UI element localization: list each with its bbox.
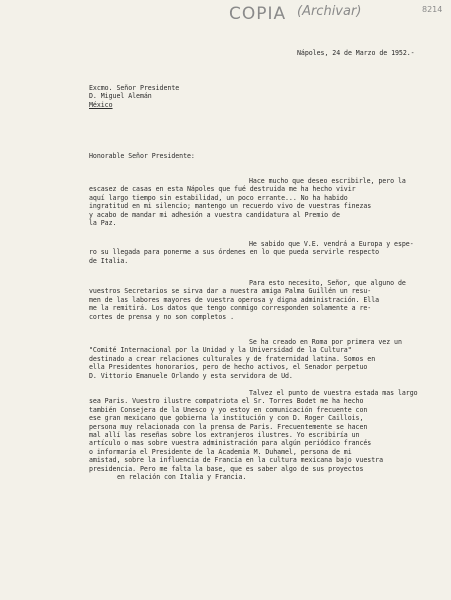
text-line: de Italia. xyxy=(89,256,129,265)
text-line: persona muy relacionada con la prensa de Paris. Frecuentemente se hacen xyxy=(89,422,368,431)
addressee-line: D. Miguel Alemán xyxy=(89,92,152,101)
text-line: ro su llegada para ponerme a sus órdenes en lo que pueda servirle respecto xyxy=(89,248,380,257)
text-line: mal allí las reseñas sobre los extranjeros ilustres. Yo escribiría un xyxy=(89,431,360,440)
paragraph-4 xyxy=(89,338,402,380)
text-line: la Paz. xyxy=(89,219,117,228)
paragraph-5 xyxy=(89,389,418,481)
text-line: vuestros Secretarios se sirva dar a nuestra amiga Palma Guillén un resu- xyxy=(89,287,372,296)
copia-annotation: COPIA xyxy=(229,4,287,24)
text-line: o informaría el Presidente de la Academia M. Duhamel, persona de mi xyxy=(89,447,352,456)
text-line: destinado a crear relaciones culturales y de fraternidad latina. Somos en xyxy=(89,354,376,363)
text-line: ella Presidentes honorarios, pero de hecho activos, el Senador perpetuo xyxy=(89,363,368,372)
archivar-annotation: (Archivar) xyxy=(297,4,362,19)
addressee-block xyxy=(89,84,179,109)
text-line: D. Vittorio Emanuele Orlando y esta servidora de Ud. xyxy=(89,371,293,380)
text-line: Talvez el punto de vuestra estada mas largo xyxy=(249,389,418,397)
paragraph-1 xyxy=(89,177,406,227)
place-date: Nápoles, 24 de Marzo de 1952.- xyxy=(297,49,415,57)
text-line: aquí largo tiempo sin estabilidad, un poco errante... No ha habido xyxy=(89,193,348,202)
text-line: men de las labores mayores de vuestra operosa y digna administración. Ella xyxy=(89,295,380,304)
text-line: sea Paris. Vuestro ilustre compatriota el Sr. Torres Bodet me ha hecho xyxy=(89,397,364,406)
text-line: me la remitirá. Los datos que tengo conmigo corresponden solamente a re- xyxy=(89,304,372,313)
addressee-line: Excmo. Señor Presidente xyxy=(89,84,180,92)
paragraph-3 xyxy=(89,279,406,321)
text-line: ese gran mexicano que gobierna la institución y con D. Roger Caillois, xyxy=(89,414,364,423)
text-line: y acabo de mandar mi adhesión a vuestra candidatura al Premio de xyxy=(89,210,340,219)
text-line: Para esto necesito, Señor, que alguno de xyxy=(249,279,406,287)
addressee-line: México xyxy=(89,100,113,109)
text-line: también Consejera de la Unesco y yo estoy en comunicación frecuente con xyxy=(89,405,368,414)
text-line: presidencia. Pero me falta la base, que es saber algo de sus proyectos xyxy=(89,464,364,473)
text-line: artículo o mas sobre vuestra administración para algún periódico francés xyxy=(89,439,372,448)
text-line: amistad, sobre la influencia de Francia en la cultura mexicana bajo vuestra xyxy=(89,456,383,465)
document-number-annotation: 8214 xyxy=(422,5,443,14)
paragraph-2 xyxy=(89,240,414,265)
text-line: "Comité Internacional por la Unidad y la Universidad de la Cultura" xyxy=(89,346,352,355)
text-line: He sabido que V.E. vendrá a Europa y espe- xyxy=(249,240,414,248)
text-line: escasez de casas en esta Nápoles que fué destruida me ha hecho vivir xyxy=(89,185,356,194)
salutation: Honorable Señor Presidente: xyxy=(89,152,195,160)
text-line: Hace mucho que deseo escribirle, pero la xyxy=(249,177,406,185)
text-line: Se ha creado en Roma por primera vez un xyxy=(249,338,402,346)
text-line: en relación con Italia y Francia. xyxy=(117,473,247,482)
text-line: ingratitud en mi silencio; mantengo un recuerdo vivo de vuestras finezas xyxy=(89,202,372,211)
text-line: cortes de prensa y no son completos . xyxy=(89,312,235,321)
